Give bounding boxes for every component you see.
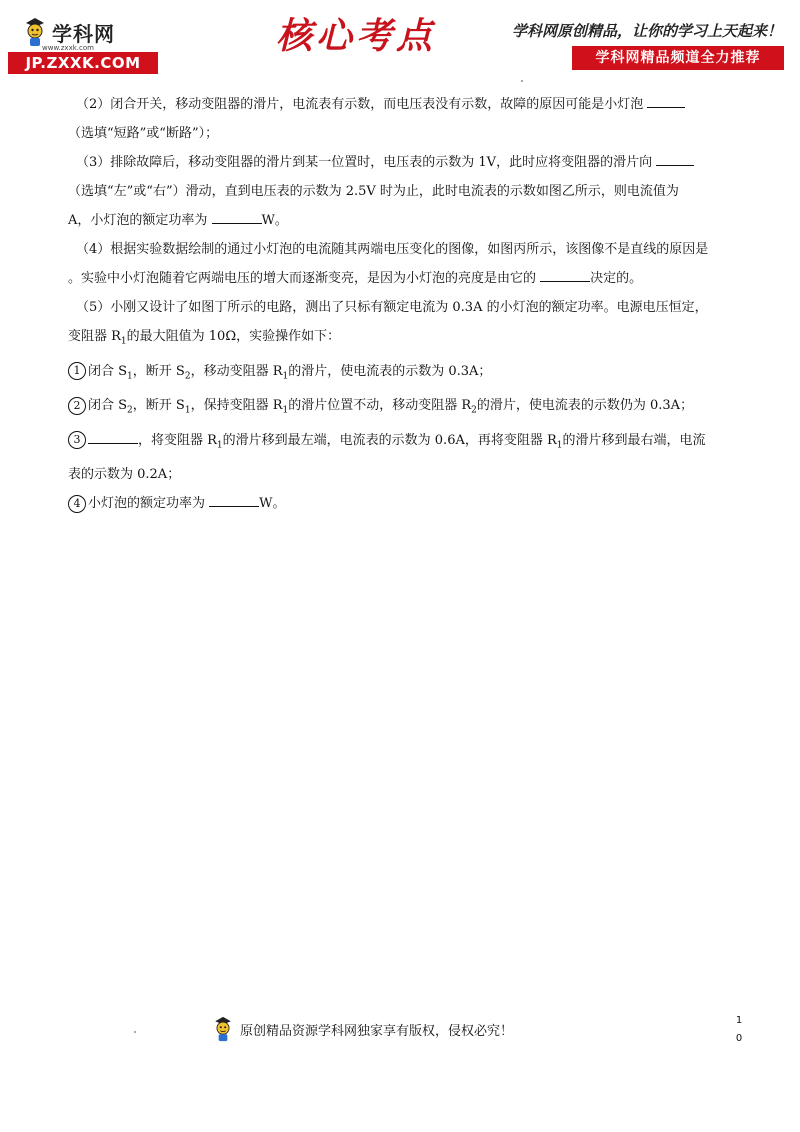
logo-url: www.zxxk.com: [42, 44, 94, 52]
answer-blank: [647, 93, 685, 108]
answer-blank: [209, 492, 259, 507]
question-4-line-1: （4）根据实验数据绘制的通过小灯泡的电流随其两端电压变化的图像，如图丙所示，该图像不是直线的原因是: [76, 242, 709, 257]
logo-banner: JP.ZXXK.COM: [8, 52, 158, 74]
step-2: 2 闭合 $S_2$，断开 $S_1$，保持变阻器 $R_1$的滑片位置不动，移动变阻器 $R_2$的滑片，使电流表的示数仍为 0.3A；: [68, 391, 768, 426]
answer-blank: [540, 267, 590, 282]
slogan: 学科网原创精品，让你的学习上天起来！: [512, 22, 783, 40]
step-number: 1: [68, 362, 86, 380]
step-4: 4 小灯泡的额定功率为 W。: [68, 489, 768, 518]
question-5-line-2: 变阻器 $R_1$的最大阻值为 10Ω，实验操作如下：: [68, 329, 341, 347]
question-3-line-2: （选填“左”或“右”）滑动，直到电压表的示数为 2.5V 时为止，此时电流表的示数如图乙所示，则电流值为: [68, 184, 679, 199]
mascot-icon: [210, 1014, 236, 1044]
answer-blank: [88, 429, 138, 444]
step-number: 3: [68, 431, 86, 449]
question-5-line-1: （5）小刚又设计了如图丁所示的电路，测出了只标有额定电流为 0.3A 的小灯泡的额定功率。电源电压恒定，: [76, 300, 708, 315]
question-body: [68, 90, 768, 518]
recommend-banner: 学科网精品频道全力推荐: [572, 46, 784, 70]
question-3-line-3: A，小灯泡的额定功率为 W。: [68, 206, 768, 235]
site-logo: [8, 14, 158, 74]
question-4-line-2: 。实验中小灯泡随着它两端电压的增大而逐渐变亮，是因为小灯泡的亮度是由它的 决定的。: [68, 264, 768, 293]
copyright-text: 原创精品资源学科网独家享有版权，侵权必究！: [240, 1023, 514, 1039]
answer-blank: [212, 209, 262, 224]
step-number: 2: [68, 397, 86, 415]
logo-name: 学科网: [52, 21, 115, 46]
step-3-line-1: 3 ，将变阻器 $R_1$的滑片移到最左端，电流表的示数为 0.6A，再将变阻器 $R_1$的滑片移到最右端，电流: [68, 426, 768, 461]
speck: [521, 80, 523, 82]
answer-blank: [656, 151, 694, 166]
footer: [210, 1014, 513, 1044]
question-3-line-1: （3）排除故障后，移动变阻器的滑片到某一位置时，电压表的示数为 1V，此时应将变阻器的滑片向: [68, 148, 768, 177]
step-number: 4: [68, 495, 86, 513]
page-title: 核心考点: [276, 15, 437, 57]
step-3-line-2: 表的示数为 0.2A；: [68, 467, 181, 483]
question-2-line-1: （2）闭合开关，移动变阻器的滑片，电流表有示数，而电压表没有示数，故障的原因可能是小灯泡: [68, 90, 768, 119]
question-2-line-2: （选填“短路”或“断路”）；: [68, 126, 219, 141]
step-1: 1 闭合 $S_1$，断开 $S_2$，移动变阻器 $R_1$的滑片，使电流表的示数为 0.3A；: [68, 357, 768, 392]
page-number: 1 0: [735, 1015, 743, 1044]
speck: [134, 1031, 136, 1033]
